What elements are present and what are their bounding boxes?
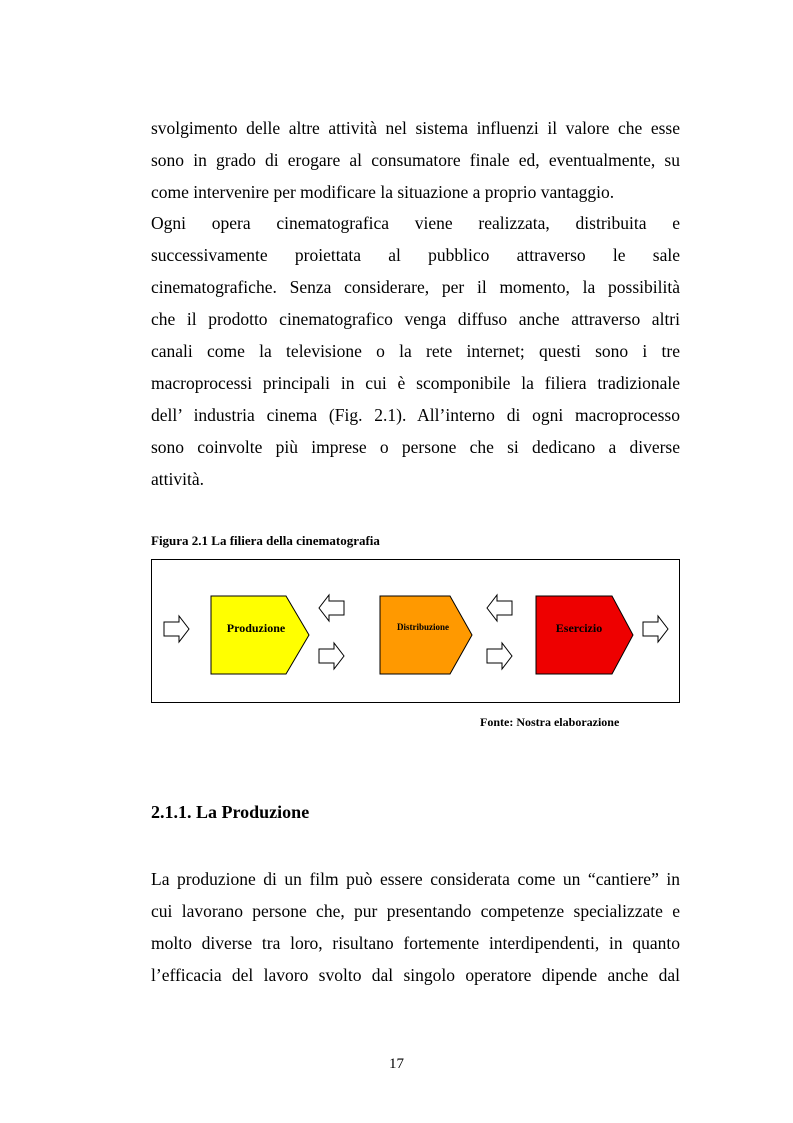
body-text-line: La produzione di un film può essere considerata come un “cantiere” in: [151, 869, 680, 889]
stage-label-esercizio: Esercizio: [555, 621, 603, 635]
body-text-line: successivamente proiettata al pubblico attraverso le sale: [151, 245, 680, 265]
body-text-line: che il prodotto cinematografico venga diffuso anche attraverso altri: [151, 309, 680, 329]
body-text-line: macroprocessi principali in cui è scomponibile la filiera tradizionale: [151, 373, 680, 393]
body-text-line: l’efficacia del lavoro svolto dal singolo operatore dipende anche dal: [151, 965, 680, 985]
page-number: 17: [389, 1056, 404, 1072]
figure-caption: Figura 2.1 La filiera della cinematografia: [151, 533, 380, 548]
body-text-line: Ogni opera cinematografica viene realizzata, distribuita e: [151, 213, 680, 233]
body-text-line: sono coinvolte più imprese o persone che si dedicano a diverse: [151, 437, 680, 457]
body-text-line: attività.: [151, 469, 204, 489]
left-arrow-icon: [319, 595, 344, 621]
body-text-line: cui lavorano persone che, pur presentando competenze specializzate e: [151, 901, 680, 921]
right-arrow-icon: [643, 616, 668, 642]
figure-source: Fonte: Nostra elaborazione: [480, 715, 620, 729]
supply-chain-diagram: [151, 559, 680, 703]
body-text-line: molto diverse tra loro, risultano fortemente interdipendenti, in quanto: [151, 933, 680, 953]
body-text-line: canali come la televisione o la rete internet; questi sono i tre: [151, 341, 680, 361]
right-arrow-icon: [487, 643, 512, 669]
section-heading: 2.1.1. La Produzione: [151, 802, 310, 822]
stage-label-distribuzione: Distribuzione: [396, 622, 450, 632]
stage-shape-produzione: [211, 596, 309, 674]
right-arrow-icon: [319, 643, 344, 669]
right-arrow-icon: [164, 616, 189, 642]
stage-shape-distribuzione: [380, 596, 472, 674]
body-text-line: svolgimento delle altre attività nel sistema influenzi il valore che esse: [151, 118, 680, 138]
stage-label-produzione: Produzione: [226, 621, 286, 635]
body-text-line: cinematografiche. Senza considerare, per il momento, la possibilità: [151, 277, 680, 297]
body-text-line: sono in grado di erogare al consumatore finale ed, eventualmente, su: [151, 150, 680, 170]
stage-shape-esercizio: [536, 596, 633, 674]
body-text-line: dell’ industria cinema (Fig. 2.1). All’interno di ogni macroprocesso: [151, 405, 680, 425]
left-arrow-icon: [487, 595, 512, 621]
body-text-line: come intervenire per modificare la situazione a proprio vantaggio.: [151, 182, 615, 202]
